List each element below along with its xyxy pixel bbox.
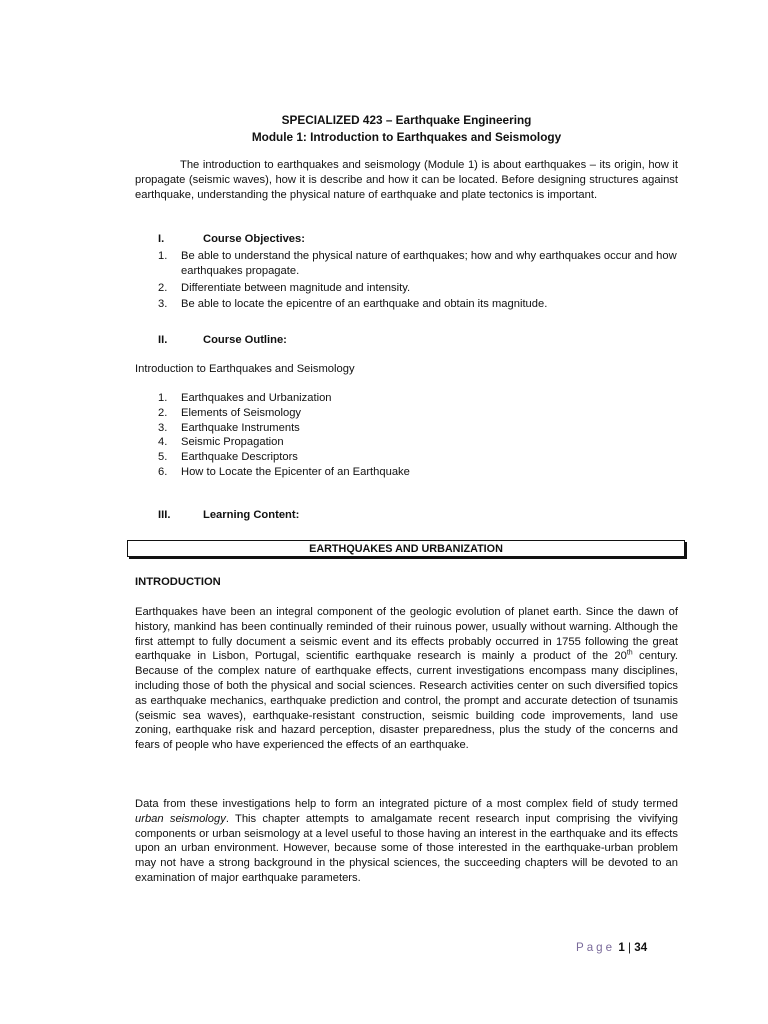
objectives-list [158,249,678,312]
list-item: 6. How to Locate the Epicenter of an Earthquake [158,465,410,478]
list-item: 1. Earthquakes and Urbanization [158,392,332,404]
course-title: SPECIALIZED 423 – Earthquake Engineering [281,113,532,127]
section-title: Course Outline: [203,334,287,346]
module-title: Module 1: Introduction to Earthquakes and Seismology [251,130,562,144]
section-title: Learning Content: [203,509,300,521]
outline-list [158,391,678,480]
total-pages: 34 [634,941,648,954]
intro-paragraph: The introduction to earthquakes and seismology (Module 1) is about earthquakes – its origin, how it propagate (seismic waves), how it is describe and how it can be located. Before designing structures against earthquake, understanding the physical nature of earthquake and plate tectonics is important. [135,159,678,201]
page-separator: | [628,941,632,954]
list-item: 3. Earthquake Instruments [158,421,300,434]
introduction-paragraph-2: Data from these investigations help to form an integrated picture of a most complex field of study termed urban seismology. This chapter attempts to amalgamate recent research input comprising the vivifying components or urban seismology at a level useful to those having an interest in the earthquake and its effects upon an urban environment. However, because some of those interested in the earthquake-urban problem may not have a strong background in the physical sciences, the succeeding chapters will be devoted to an examination of major earthquake parameters. [135,798,678,884]
chapter-banner: EARTHQUAKES AND URBANIZATION [127,540,685,557]
list-item: 5. Earthquake Descriptors [158,451,298,464]
outline-intro: Introduction to Earthquakes and Seismology [135,363,355,375]
page-footer [576,941,647,954]
introduction-paragraph-1: Earthquakes have been an integral component of the geologic evolution of planet earth. Since the dawn of history, mankind has been continually reminded of their ruinous power, usually without warning. Although the first attempt to fully document a seismic event and its effects probably occurred in 1755 following the great earthquake in Lisbon, Portugal, scientific earthquake research is mainly a product of the 20th century. Because of the complex nature of earthquake effects, current investigations encompass many disciplines, including those of both the physical and social sciences. Research activities center on such diversified topics as earthquake mechanics, earthquake prediction and control, the prompt and accurate detection of tsunamis (seismic sea waves), earthquake-resistant construction, seismic building code improvements, land use zoning, earthquake risk and hazard perception, disaster preparedness, plus the study of the concerns and fears of people who have experienced the effects of an earthquake. [135,606,679,752]
list-item: 2. Differentiate between magnitude and intensity. [158,281,411,294]
section-number: I. [158,233,165,245]
list-item: 3. Be able to locate the epicentre of an earthquake and obtain its magnitude. [158,298,548,311]
list-item: 1. Be able to understand the physical nature of earthquakes; how and why earthquakes occur and how earthquakes propagate. [158,250,677,277]
page-number: 1 [618,941,625,954]
section-number: III. [158,509,171,521]
introduction-heading: INTRODUCTION [135,576,221,588]
section-number: II. [158,334,168,346]
list-item: 2. Elements of Seismology [158,406,302,419]
section-title: Course Objectives: [203,233,305,245]
list-item: 4. Seismic Propagation [158,436,284,449]
page-label: Page [576,941,616,954]
